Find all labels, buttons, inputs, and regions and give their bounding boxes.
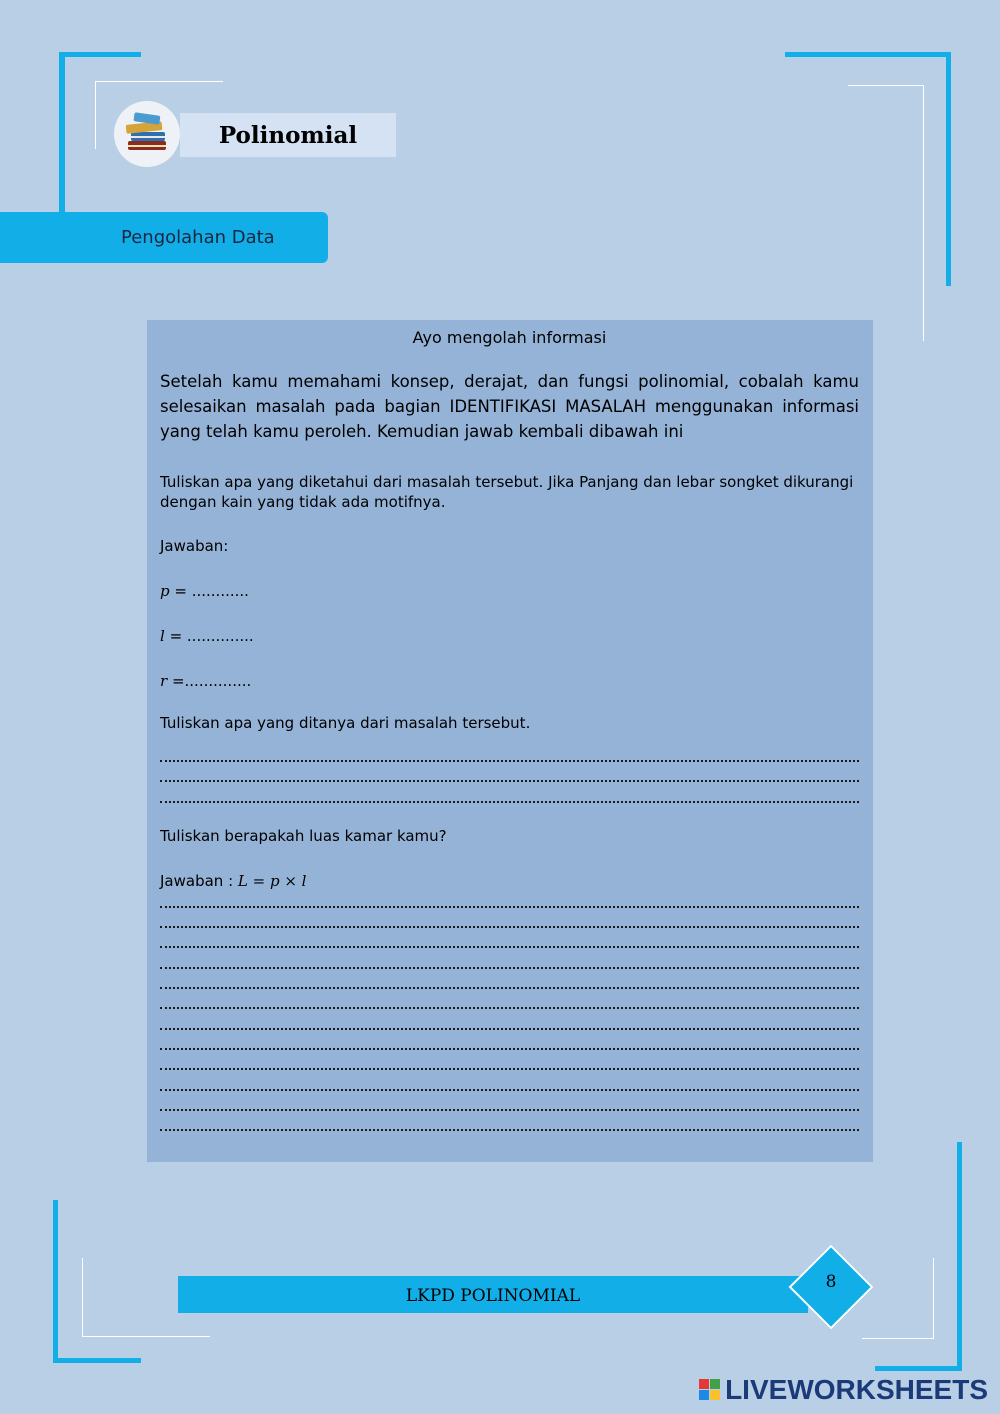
var-p-symbol: p [160,582,170,600]
frame-bottom-right-inner-h [862,1338,934,1339]
worksheet-panel [147,320,873,1162]
frame-bottom-left-inner-h [82,1336,210,1337]
answer-line[interactable] [160,891,859,911]
page-title: Polinomial [180,113,396,157]
page-number: 8 [825,1272,837,1292]
answer-lines-asked[interactable] [160,745,859,806]
var-r-blank[interactable]: =.............. [167,672,252,690]
answer-line[interactable] [160,1033,859,1053]
frame-top-right-inner-h [848,85,924,86]
frame-bottom-right-vertical [957,1142,962,1370]
var-p-blank[interactable]: = ............ [169,582,249,600]
answer-area-label [160,871,859,891]
question-asked: Tuliskan apa yang ditanya dari masalah tersebut. [160,714,531,732]
answer-line[interactable] [160,992,859,1012]
frame-top-right-vertical [946,52,951,286]
answer-line[interactable] [160,952,859,972]
answer-label: Jawaban: [160,537,229,555]
answer-line[interactable] [160,1013,859,1033]
panel-heading: Ayo mengolah informasi [412,328,607,347]
frame-top-left-horizontal [59,52,141,57]
var-l-blank[interactable]: = .............. [164,627,254,645]
frame-bottom-right-inner-v [933,1258,934,1338]
area-formula: L = p × l [237,871,307,890]
frame-top-right-horizontal [785,52,951,57]
answer-line[interactable] [160,1074,859,1094]
answer-line[interactable] [160,786,859,806]
answer-line[interactable] [160,1114,859,1134]
footer-bar: LKPD POLINOMIAL [178,1276,808,1313]
frame-top-right-inner-v [923,85,924,341]
answer-line[interactable] [160,745,859,765]
brand-watermark [699,1374,988,1406]
answer-line[interactable] [160,1094,859,1114]
brand-text: LIVEWORKSHEETS [725,1374,988,1405]
var-l-symbol: l [160,627,165,645]
var-l [160,626,859,671]
var-r [160,671,859,713]
frame-bottom-left-inner-v [82,1258,83,1336]
frame-top-left-vertical [59,52,65,214]
books-icon [114,101,180,167]
intro-paragraph: Setelah kamu memahami konsep, derajat, dan fungsi polinomial, cobalah kamu selesaikan masalah pada bagian IDENTIFIKASI MASALAH menggunakan informasi yang telah kamu peroleh. Kemudian jawab kembali dibawah ini [160,372,859,441]
question-area: Tuliskan berapakah luas kamar kamu? [160,826,447,845]
answer-line[interactable] [160,972,859,992]
frame-bottom-left-vertical [53,1200,58,1362]
question-known: Tuliskan apa yang diketahui dari masalah tersebut. Jika Panjang dan lebar songket dikurangi dengan kain yang tidak ada motifnya. [160,473,854,511]
section-tab: Pengolahan Data [0,212,328,263]
answer-line[interactable] [160,931,859,951]
answer-line[interactable] [160,765,859,785]
frame-top-left-inner-h [95,81,223,82]
answer-lines-area[interactable] [160,891,859,1135]
answer-line[interactable] [160,1053,859,1073]
liveworksheets-logo-icon [699,1379,721,1401]
answer-line[interactable] [160,911,859,931]
var-p [160,581,859,626]
frame-bottom-right-horizontal [875,1366,962,1371]
frame-top-left-inner-v [95,81,96,149]
frame-bottom-left-horizontal [53,1358,141,1363]
answer2-label: Jawaban : [160,871,238,890]
var-r-symbol: r [160,672,168,690]
